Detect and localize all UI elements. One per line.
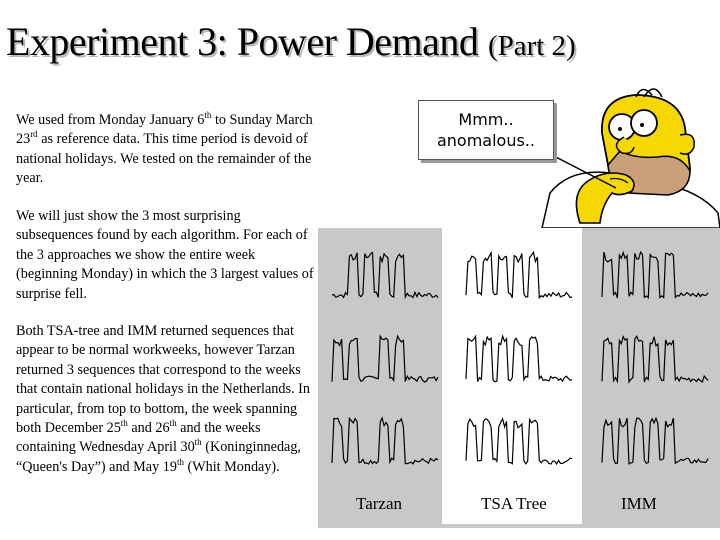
p1-text-1: We used from Monday January 6	[16, 112, 205, 128]
week-trace	[332, 253, 438, 298]
p1-sup-1: th	[204, 110, 212, 120]
p3-text-1: Both TSA-tree and IMM returned sequences that appear to be normal workweeks, however Tarzan returned 3 sequences that correspond to the weeks that contain national holidays in the Netherlands. In particular, from top to bottom, the week spanning both December 25	[16, 323, 310, 437]
p3-sup-3: th	[194, 437, 202, 448]
paragraph-results	[16, 322, 320, 477]
results-panel	[318, 228, 720, 528]
title-part: (Part 2)	[487, 30, 576, 62]
label-imm: IMM	[621, 494, 657, 513]
p3-text-4: (Koninginnedag, “Queen's Day”) and May 19	[16, 439, 301, 475]
p3-sup-4: th	[176, 456, 184, 467]
speech-bubble	[418, 100, 554, 160]
label-tarzan: Tarzan	[356, 494, 402, 513]
week-trace	[602, 336, 708, 382]
results-graphic	[318, 228, 720, 524]
paragraph-method: We will just show the 3 most surprising subsequences found by each algorithm. For each of the 3 approaches we show the entire week (beginning Monday) in which the 3 largest values of surprise fell.	[16, 208, 314, 302]
p3-text-2: and 26	[127, 420, 170, 437]
p3-sup-1: th	[120, 418, 128, 429]
homer-cartoon-icon	[540, 73, 720, 228]
speech-line-1: Mmm..	[458, 110, 514, 129]
p3-text-5: (Whit Monday).	[183, 458, 280, 475]
paragraph-reference-data	[16, 111, 316, 189]
week-trace	[332, 418, 438, 464]
label-tsa-tree: TSA Tree	[481, 494, 547, 513]
callout-pointer	[548, 152, 618, 192]
p1-sup-2: rd	[30, 129, 38, 140]
week-trace	[602, 418, 708, 464]
p1-text-3: as reference data. This time period is devoid of national holidays. We tested on the remainder of the year.	[16, 131, 312, 187]
p3-sup-2: th	[169, 418, 177, 429]
speech-line-2: anomalous..	[436, 131, 535, 150]
week-trace	[332, 336, 438, 382]
week-trace	[602, 252, 708, 298]
title-main: Experiment 3: Power Demand	[6, 19, 479, 64]
p3-text-3: and the weeks containing Wednesday April 30	[16, 420, 261, 456]
p1-text-2: to Sunday March 23	[16, 112, 313, 148]
slide-title	[6, 18, 576, 70]
